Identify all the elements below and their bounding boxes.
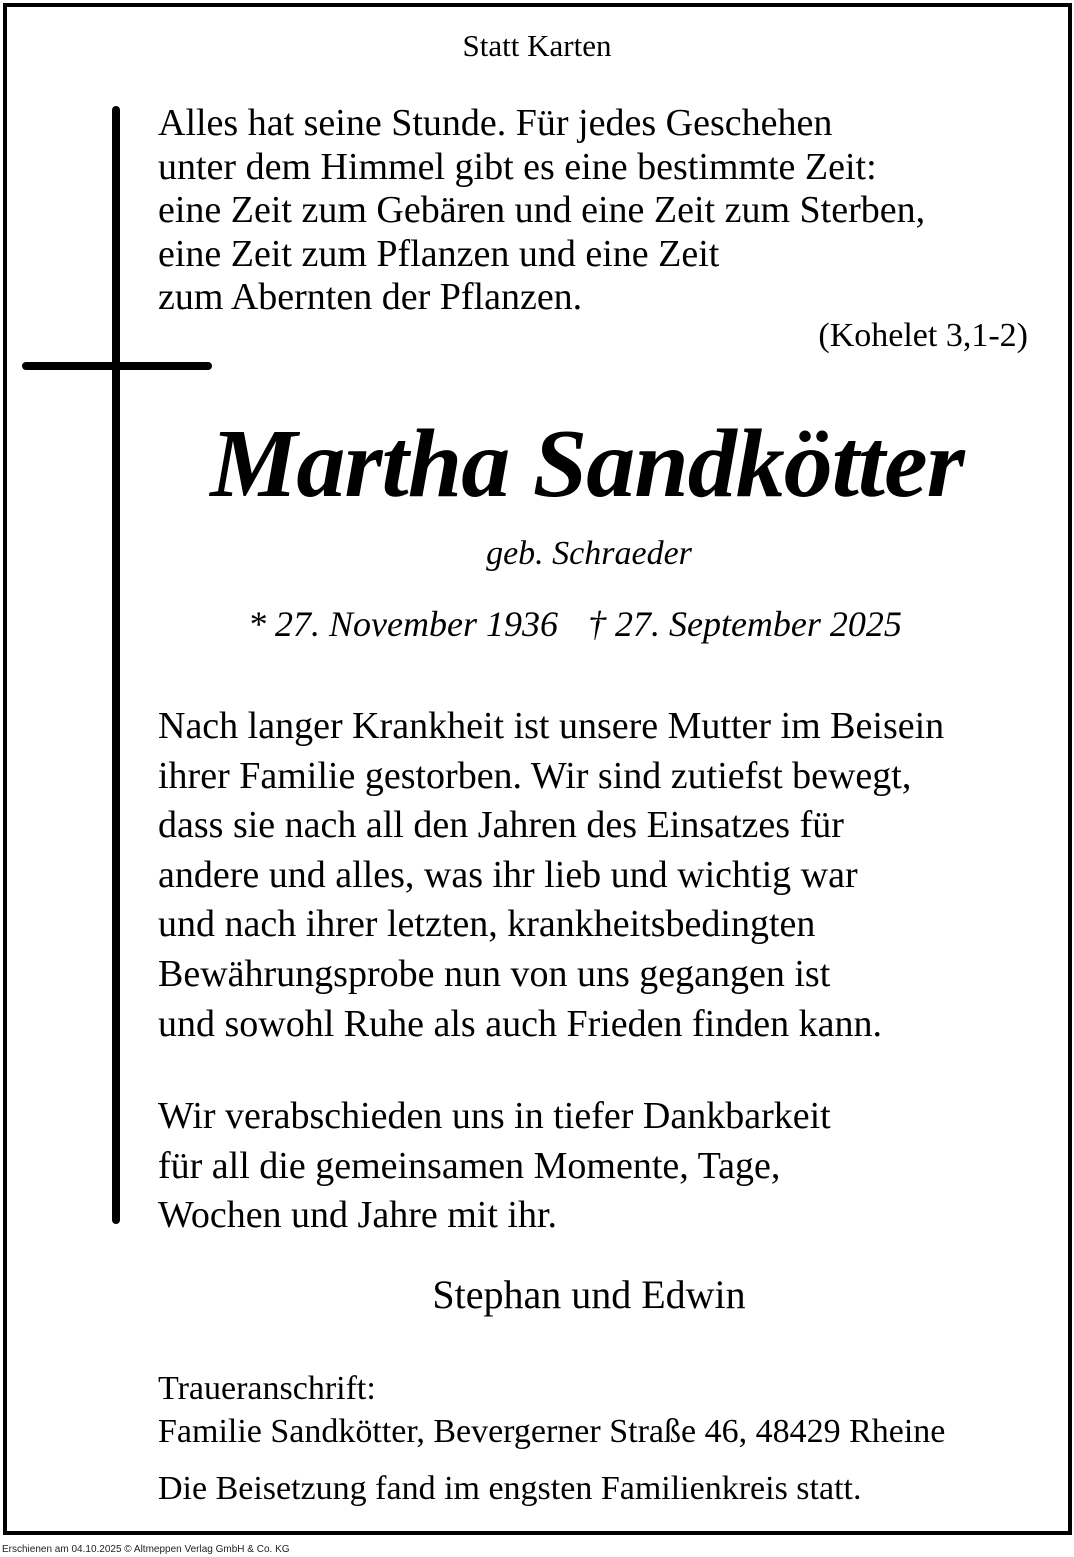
verse-citation: (Kohelet 3,1-2) xyxy=(818,317,1028,354)
text-line: Wir verabschieden uns in tiefer Dankbarkeit xyxy=(158,1095,831,1137)
publication-footer: Erschienen am 04.10.2025 © Altmeppen Verlag GmbH & Co. KG xyxy=(2,1544,290,1555)
text-line: ihrer Familie gestorben. Wir sind zutiefst bewegt, xyxy=(158,754,912,797)
life-dates xyxy=(248,602,902,646)
text-line: und nach ihrer letzten, krankheitsbedingten xyxy=(158,903,816,946)
cross-icon-horizontal xyxy=(22,362,212,370)
statt-karten-label: Statt Karten xyxy=(462,28,612,63)
text-line: andere und alles, was ihr lieb und wichtig war xyxy=(158,853,858,896)
obituary-text xyxy=(158,702,944,1049)
deceased-name: Martha Sandkötter xyxy=(210,410,964,518)
verse-line: unter dem Himmel gibt es eine bestimmte Zeit: xyxy=(158,145,877,188)
birth-date: * 27. November 1936 xyxy=(248,604,558,644)
text-line: dass sie nach all den Jahren des Einsatzes für xyxy=(158,804,844,847)
bible-verse xyxy=(158,102,925,320)
maiden-name: geb. Schraeder xyxy=(486,535,692,572)
verse-line: Alles hat seine Stunde. Für jedes Geschehen xyxy=(158,102,833,144)
text-line: Nach langer Krankheit ist unsere Mutter im Beisein xyxy=(158,705,945,747)
verse-line: eine Zeit zum Gebären und eine Zeit zum Sterben, xyxy=(158,189,926,231)
text-line: Wochen und Jahre mit ihr. xyxy=(158,1194,558,1236)
death-date: † 27. September 2025 xyxy=(587,604,902,644)
text-line: und sowohl Ruhe als auch Frieden finden kann. xyxy=(158,1002,882,1045)
mourning-address: Familie Sandkötter, Bevergerner Straße 46, 48429 Rheine xyxy=(158,1413,946,1450)
text-line: Bewährungsprobe nun von uns gegangen ist xyxy=(158,952,831,995)
address-label: Traueranschrift: xyxy=(158,1370,376,1407)
cross-icon-vertical xyxy=(112,106,120,1224)
verse-line: eine Zeit zum Pflanzen und eine Zeit xyxy=(158,232,720,275)
text-line: für all die gemeinsamen Momente, Tage, xyxy=(158,1144,781,1187)
funeral-note: Die Beisetzung fand im engsten Familienkreis statt. xyxy=(158,1470,862,1507)
signers: Stephan und Edwin xyxy=(432,1272,746,1317)
verse-line: zum Abernten der Pflanzen. xyxy=(158,276,583,318)
thanks-text xyxy=(158,1092,831,1241)
